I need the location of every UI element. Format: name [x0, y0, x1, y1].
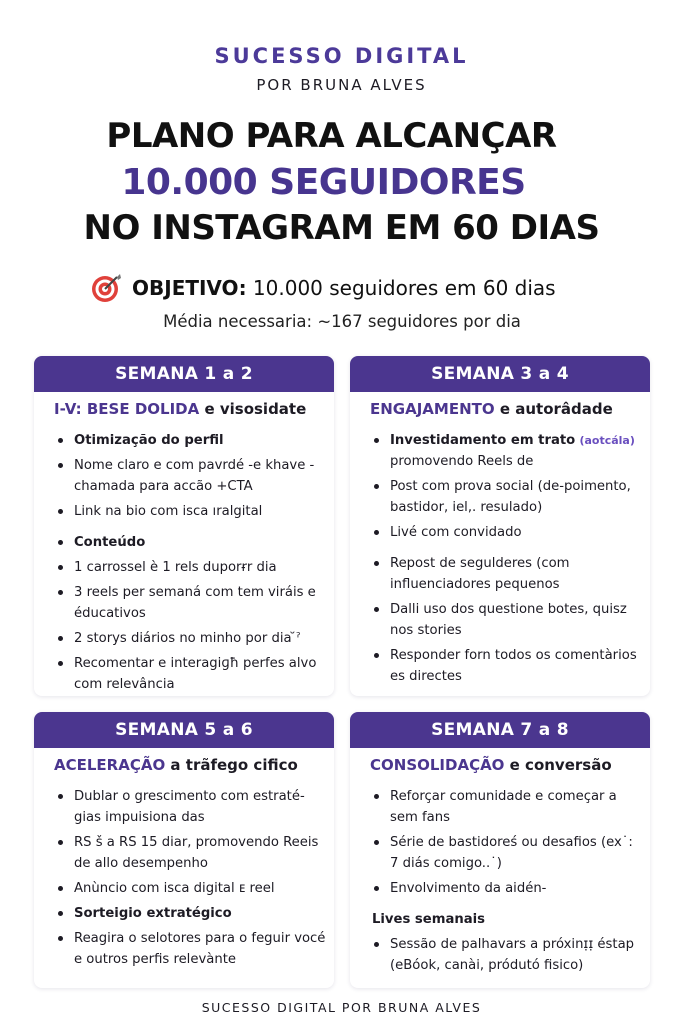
week-card-3-4 — [350, 356, 650, 696]
brand-byline: POR BRUNA ALVES — [256, 76, 427, 94]
card-list-item: Reagira o selotores para o feguir vocé e outros perfis relevànte — [56, 928, 328, 970]
card-list-item: Sorteigio extratégico — [56, 903, 328, 924]
card-list-item: Repost de segulderes (com influenciadores pequenos — [372, 553, 644, 595]
card-list-item: Nome claro e com pavrdé -e khave -chamada para accão +CTA — [56, 455, 328, 497]
card-list-item: Livé com convidado — [372, 522, 644, 543]
card-subtitle — [54, 756, 326, 774]
card-list-item — [372, 430, 644, 472]
footer-text: SUCESSO DIGITAL POR BRUNA ALVES — [201, 1000, 482, 1015]
card-item-list — [56, 786, 328, 974]
card-item-list — [372, 430, 644, 691]
card-subtitle — [370, 756, 642, 774]
card-subtitle-highlight: I-V: BESE DOLIDA — [54, 400, 200, 418]
week-card-7-8 — [350, 712, 650, 988]
card-subtitle — [370, 400, 642, 418]
week-card-5-6 — [34, 712, 334, 988]
card-header: SEMANA 3 a 4 — [350, 356, 650, 392]
card-subtitle-rest: e visosidate — [199, 400, 307, 418]
card-list-item: 1 carrossel è 1 rels duporɍr dia — [56, 557, 328, 578]
card-list-item: Dublar o grescimento com estraté-gias impuisiona das — [56, 786, 328, 828]
card-subtitle-rest: a trãfego cifico — [165, 756, 298, 774]
card-subtitle-highlight: CONSOLIDAÇÃO — [370, 756, 505, 774]
card-list-item: Recomentar e interagiɡħ perfes alvo com relevância — [56, 653, 328, 695]
objective-line — [132, 276, 556, 300]
card-list-item: RS š a RS 15 diar, promovendo Reeis de allo desempenho — [56, 832, 328, 874]
card-list-item: Envolvimento da aidén- — [372, 878, 644, 899]
card-subtitle-highlight: ENGAJAMENTO — [370, 400, 495, 418]
card-list-item: Anùncio com isca digital ᴇ reel — [56, 878, 328, 899]
card-subtitle-rest: e conversão — [504, 756, 612, 774]
card-list-item: 3 reels per semaná com tem viráis e éducativos — [56, 582, 328, 624]
card-subtitle — [54, 400, 326, 418]
card-list-item: Link na bio com isca ıralgital — [56, 501, 328, 522]
card-header: SEMANA 7 a 8 — [350, 712, 650, 748]
card-list-item: Reforçar comunidade e começar a sem fans — [372, 786, 644, 828]
objective-text: 10.000 seguidores em 60 dias — [252, 276, 556, 300]
card-list-item: Post com prova social (de-poimento, bastidor, iel,. resulado) — [372, 476, 644, 518]
card-item-list — [56, 430, 328, 699]
item-tag: (aotcála) — [579, 434, 635, 447]
card-list-item: Sessão de palhavars a próxinɪ̣ɪ̣ éstap (eBóok, canài, pródutó fisico) — [372, 934, 644, 976]
objective-label: OBJETIVO: — [132, 276, 247, 300]
card-list-item: Lives semanais — [372, 912, 485, 927]
card-list-item: Conteúdo — [56, 532, 328, 553]
objective-subtext: Média necessaria: ~167 seguidores por dia — [163, 312, 521, 331]
main-title-line-2: 10.000 SEGUIDORES — [121, 162, 526, 203]
target-icon — [90, 272, 122, 304]
card-list-item: 2 storys diários no minho por dia ̆ˀ — [56, 628, 328, 649]
card-subtitle-rest: e autorâdade — [494, 400, 613, 418]
card-header: SEMANA 5 a 6 — [34, 712, 334, 748]
card-header: SEMANA 1 a 2 — [34, 356, 334, 392]
item-rest: promovendo Reels de — [390, 454, 534, 469]
brand-title: SUCESSO DIGITAL — [214, 44, 469, 68]
card-subtitle-highlight: ACELERAÇÃO — [54, 756, 166, 774]
card-item-list — [372, 786, 644, 980]
card-list-item: Otimização do perfil — [56, 430, 328, 451]
card-list-item: Responder forn todos os comentàrios es directes — [372, 645, 644, 687]
objective-box — [62, 262, 622, 342]
main-title-line-1: PLANO PARA ALCANÇAR — [106, 116, 557, 156]
card-list-item: Série de bastidoreś ou desafios (ex˙: 7 diás comigo..˙) — [372, 832, 644, 874]
week-card-1-2 — [34, 356, 334, 696]
main-title-line-3: NO INSTAGRAM EM 60 DIAS — [83, 208, 600, 248]
item-lead: Investidamento em trato — [390, 433, 576, 448]
card-list-item: Dalli uso dos questione botes, quisz nos stories — [372, 599, 644, 641]
